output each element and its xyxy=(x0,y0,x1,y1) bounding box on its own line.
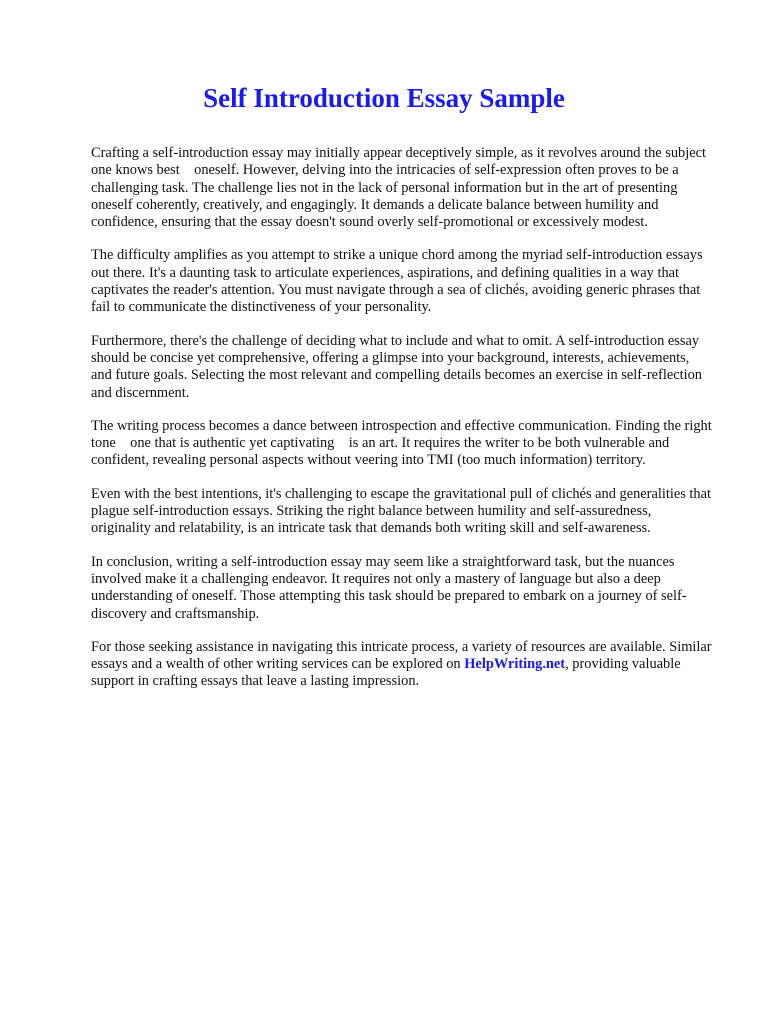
helpwriting-link[interactable]: HelpWriting.net xyxy=(464,656,566,673)
paragraph-6: In conclusion, writing a self-introduction essay may seem like a straightforward task, but the nuances involved make it a challenging endeavor. It requires not only a mastery of language but also a deep understanding of oneself. Those attempting this task should be prepared to embark on a journey of self-discovery and craftsmanship. xyxy=(91,553,687,622)
paragraph-7-text-before: For those seeking assistance in navigating this intricate process, a variety of resources are available. Similar essays and a wealth of other writing services can be explored on xyxy=(91,638,716,673)
paragraph-2: The difficulty amplifies as you attempt to strike a unique chord among the myriad self-introduction essays out there. It's a daunting task to articulate experiences, aspirations, and defining qualities in a way that captivates the reader's attention. You must navigate through a sea of clichés, avoiding generic phrases that fail to communicate the distinctiveness of your personality. xyxy=(91,247,707,316)
paragraph-7-text-after: , providing valuable support in crafting essays that leave a lasting impression. xyxy=(91,656,685,690)
essay-body xyxy=(91,145,716,707)
paragraph-3: Furthermore, there's the challenge of deciding what to include and what to omit. A self-introduction essay should be concise yet comprehensive, offering a glimpse into your background, interests, achievements, and future goals. Selecting the most relevant and compelling details becomes an exercise in self-reflection and discernment. xyxy=(91,332,706,401)
paragraph-1: Crafting a self-introduction essay may initially appear deceptively simple, as it revolves around the subject one knows best oneself. However, delving into the intricacies of self-expression often proves to be a challenging task. The challenge lies not in the lack of personal information but in the art of presenting oneself coherently, creatively, and engagingly. It demands a delicate balance between humility and confidence, ensuring that the essay doesn't sound overly self-promotional or excessively modest. xyxy=(91,145,710,231)
page-title: Self Introduction Essay Sample xyxy=(203,83,565,113)
paragraph-5: Even with the best intentions, it's challenging to escape the gravitational pull of clichés and generalities that plague self-introduction essays. Striking the right balance between humility and self-assuredness, originality and relatability, is an intricate task that demands both writing skill and self-awareness. xyxy=(91,485,715,537)
paragraph-4: The writing process becomes a dance between introspection and effective communication. Finding the right tone one that is authentic yet captivating is an art. It requires the writer to be both vulnerable and confident, revealing personal aspects without veering into TMI (too much information) territory. xyxy=(91,417,716,469)
paragraph-7 xyxy=(91,638,716,691)
